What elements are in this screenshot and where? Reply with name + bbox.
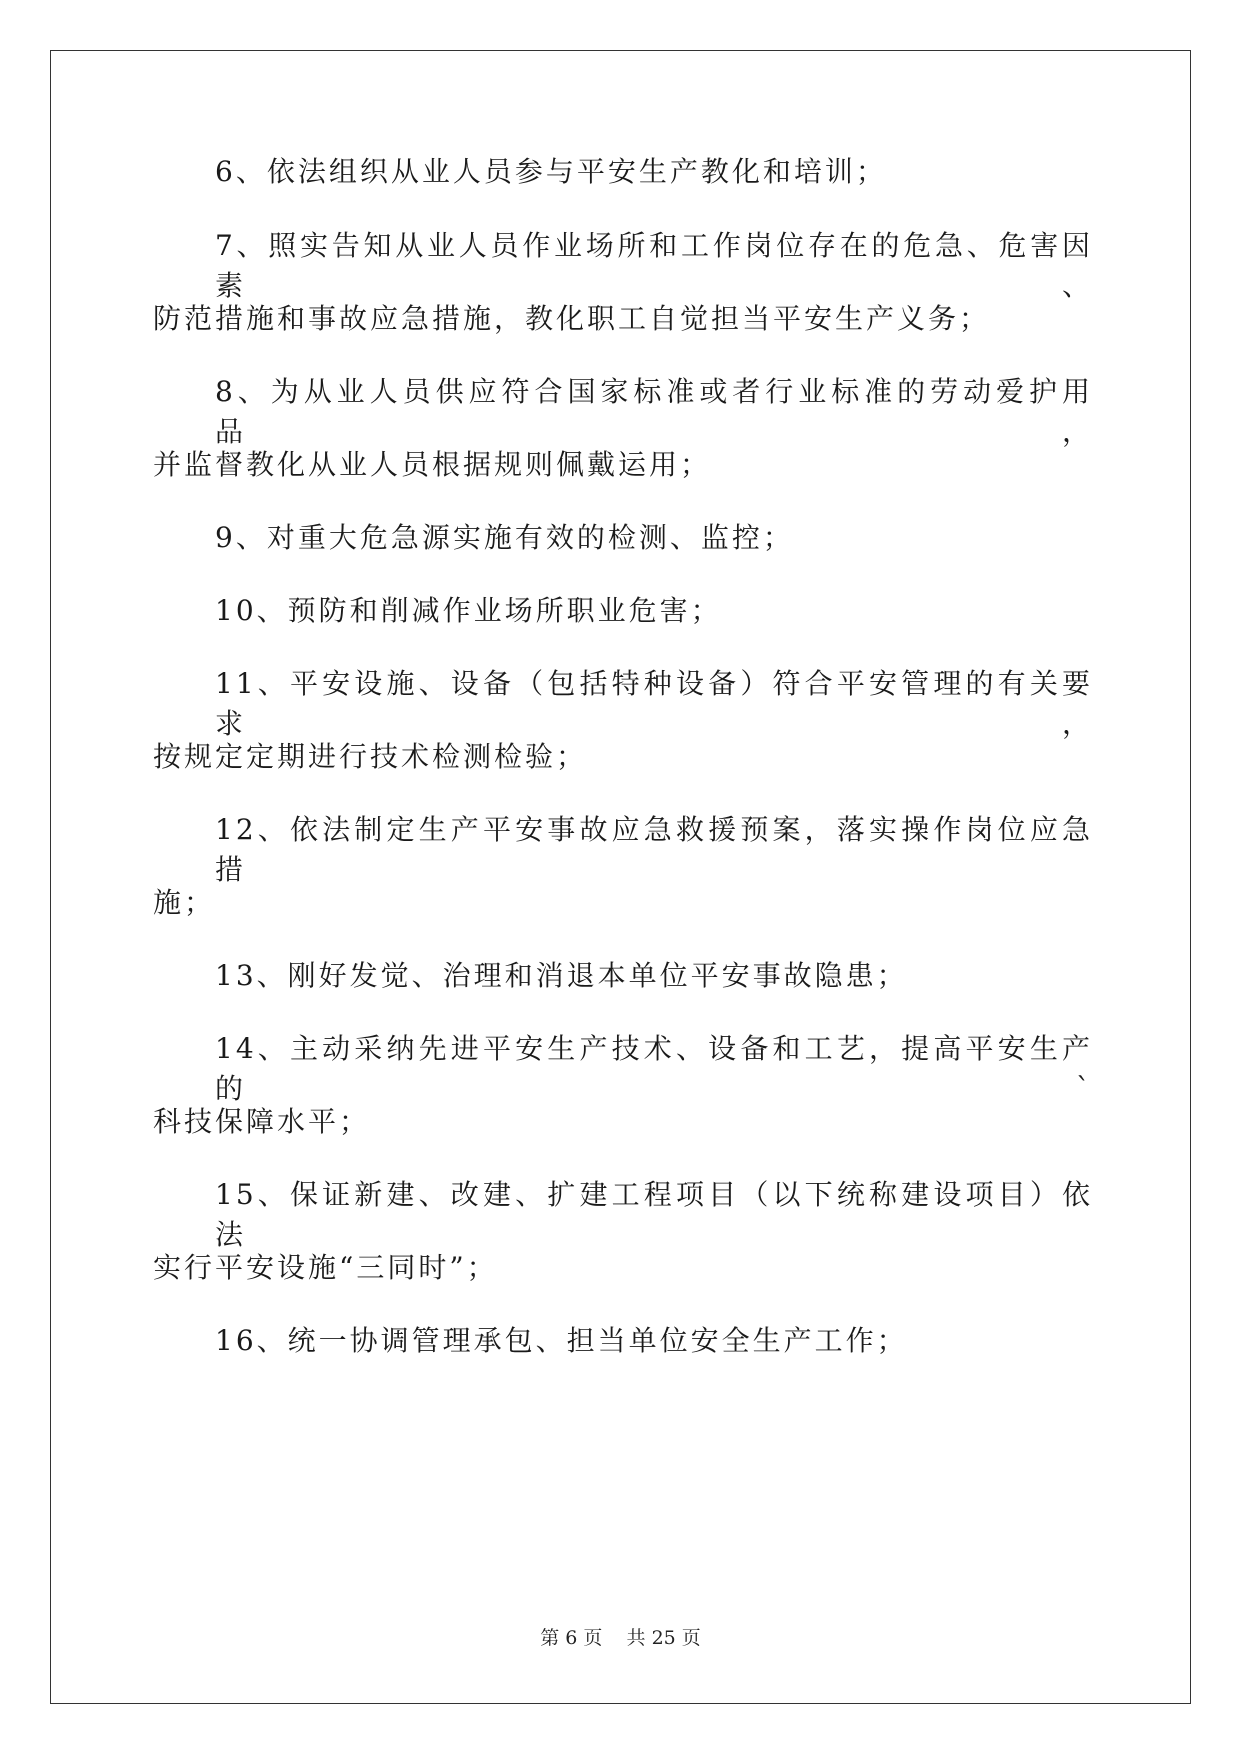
text-line: 防范措施和事故应急措施，教化职工自觉担当平安生产义务； — [153, 302, 991, 335]
text-line: 10、预防和削减作业场所职业危害； — [215, 594, 722, 627]
text-line: 16、统一协调管理承包、担当单位安全生产工作； — [215, 1324, 908, 1357]
text-line: 按规定定期进行技术检测检验； — [153, 740, 588, 773]
page-number-footer: 第 6 页 共 25 页 — [540, 1627, 701, 1649]
text-line: 7、照实告知从业人员作业场所和工作岗位存在的危急、危害因素、 — [215, 229, 1093, 302]
text-line: 14、主动采纳先进平安生产技术、设备和工艺，提高平安生产的` — [215, 1032, 1093, 1105]
text-line: 8、为从业人员供应符合国家标准或者行业标准的劳动爱护用品， — [215, 375, 1093, 448]
text-line: 13、刚好发觉、治理和消退本单位平安事故隐患； — [215, 959, 908, 992]
text-line: 11、平安设施、设备（包括特种设备）符合平安管理的有关要求， — [215, 667, 1093, 740]
text-line: 9、对重大危急源实施有效的检测、监控； — [215, 521, 794, 554]
text-line: 6、依法组织从业人员参与平安生产教化和培训； — [215, 155, 887, 188]
text-line: 12、依法制定生产平安事故应急救援预案，落实操作岗位应急措 — [215, 813, 1093, 886]
text-line: 施； — [153, 886, 216, 919]
text-line: 实行平安设施“三同时”； — [153, 1251, 498, 1284]
text-line: 科技保障水平； — [153, 1105, 371, 1138]
text-line: 15、保证新建、改建、扩建工程项目（以下统称建设项目）依法 — [215, 1178, 1093, 1251]
text-line: 并监督教化从业人员根据规则佩戴运用； — [153, 448, 712, 481]
